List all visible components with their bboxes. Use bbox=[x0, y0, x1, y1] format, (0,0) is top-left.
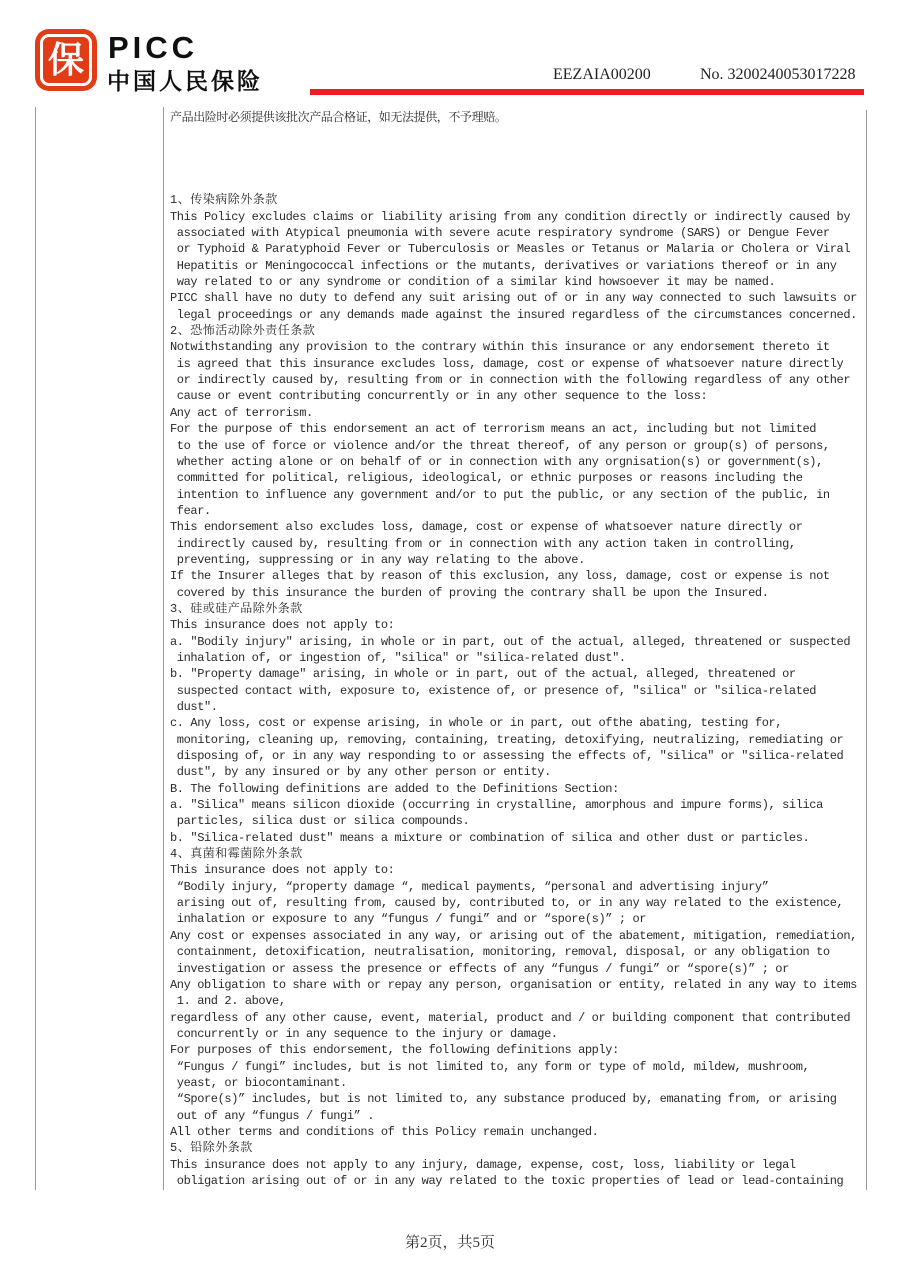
text-line: containment, detoxification, neutralisation, monitoring, removal, disposal, or any obligation to bbox=[170, 945, 830, 960]
text-line: inhalation or exposure to any “fungus / fungi” and or “spore(s)” ; or bbox=[170, 912, 647, 927]
text-line: 1. and 2. above, bbox=[170, 994, 286, 1009]
text-line: Any cost or expenses associated in any way, or arising out of the abatement, mitigation, remediation, bbox=[170, 928, 857, 943]
text-line: monitoring, cleaning up, removing, containing, treating, detoxifying, neutralizing, remediating or bbox=[170, 732, 844, 747]
text-line: legal proceedings or any demands made against the insured regardless of the circumstances concerned. bbox=[170, 307, 857, 322]
text-line: obligation arising out of or in any way related to the toxic properties of lead or lead-containing bbox=[170, 1173, 844, 1188]
text-line: intention to influence any government and/or to put the public, or any section of the public, in bbox=[170, 487, 830, 502]
text-line: or indirectly caused by, resulting from or in connection with the following regardless of any other bbox=[170, 373, 851, 388]
text-column-left-rule bbox=[163, 107, 164, 1190]
text-line: dust". bbox=[170, 700, 218, 714]
text-line: dust", by any insured or by any other person or entity. bbox=[170, 765, 551, 780]
text-line: Hepatitis or Meningococcal infections or the mutants, derivatives or variations thereof or in any bbox=[170, 258, 837, 273]
text-line: This insurance does not apply to: bbox=[170, 618, 395, 633]
text-line: whether acting alone or on behalf of or in connection with any orgnisation(s) or government(s), bbox=[170, 454, 823, 469]
text-line: way related to or any syndrome or condition of a similar kind howsoever it may be named. bbox=[170, 275, 776, 290]
text-line: inhalation of, or ingestion of, "silica" or "silica-related dust". bbox=[170, 650, 626, 665]
section-title: 5、铅除外条款 bbox=[170, 1141, 253, 1156]
text-line: For the purpose of this endorsement an act of terrorism means an act, including but not limited bbox=[170, 422, 817, 437]
text-line: investigation or assess the presence or effects of any “fungus / fungi” or “spore(s)” ; or bbox=[170, 961, 789, 976]
text-line: concurrently or in any sequence to the injury or damage. bbox=[170, 1026, 558, 1041]
text-line: a. "Silica" means silicon dioxide (occurring in crystalline, amorphous and impure forms), silica bbox=[170, 798, 823, 813]
text-line: If the Insurer alleges that by reason of this exclusion, any loss, damage, cost or expense is not bbox=[170, 569, 830, 584]
intro-line: 产品出险时必须提供该批次产品合格证，如无法提供，不予理赔。 bbox=[170, 111, 507, 125]
document-code: EEZAIA00200 bbox=[553, 66, 651, 83]
policy-text-area bbox=[170, 110, 862, 1189]
text-line: b. "Silica-related dust" means a mixture or combination of silica and other dust or particles. bbox=[170, 830, 810, 845]
text-line: a. "Bodily injury" arising, in whole or in part, out of the actual, alleged, threatened or suspected bbox=[170, 634, 851, 649]
text-line: cause or event contributing concurrently or in any other sequence to the loss: bbox=[170, 389, 708, 404]
text-line: yeast, or biocontaminant. bbox=[170, 1075, 347, 1090]
brand-name: PICC bbox=[108, 30, 199, 65]
text-line: preventing, suppressing or in any way relating to the above. bbox=[170, 552, 585, 567]
text-line: suspected contact with, exposure to, existence of, or presence of, "silica" or "silica-related bbox=[170, 683, 817, 698]
text-line: regardless of any other cause, event, material, product and / or building component that contributed bbox=[170, 1010, 851, 1025]
text-line: “Spore(s)” includes, but is not limited to, any substance produced by, emanating from, or arising bbox=[170, 1092, 837, 1107]
text-line: associated with Atypical pneumonia with severe acute respiratory syndrome (SARS) or Dengue Fever bbox=[170, 226, 830, 241]
text-line: particles, silica dust or silica compounds. bbox=[170, 814, 470, 829]
text-line: For purposes of this endorsement, the following definitions apply: bbox=[170, 1043, 619, 1058]
text-line: This insurance does not apply to any injury, damage, expense, cost, loss, liability or legal bbox=[170, 1157, 796, 1172]
section-title: 1、传染病除外条款 bbox=[170, 193, 278, 208]
brand-name-chinese: 中国人民保险 bbox=[107, 68, 263, 94]
text-line: This Policy excludes claims or liability arising from any condition directly or indirectly caused by bbox=[170, 209, 851, 224]
policy-number: No. 3200240053017228 bbox=[700, 66, 856, 83]
text-line: This endorsement also excludes loss, damage, cost or expense of whatsoever nature directly or bbox=[170, 520, 803, 535]
text-line: arising out of, resulting from, caused by, contributed to, or in any way related to the existence, bbox=[170, 896, 844, 911]
picc-seal-logo-icon bbox=[35, 29, 97, 91]
section-title: 3、硅或硅产品除外条款 bbox=[170, 601, 303, 616]
text-line: Notwithstanding any provision to the contrary within this insurance or any endorsement thereto it bbox=[170, 340, 830, 355]
left-margin-rule bbox=[35, 107, 36, 1190]
text-line: All other terms and conditions of this Policy remain unchanged. bbox=[170, 1124, 599, 1139]
text-line: Any act of terrorism. bbox=[170, 405, 313, 420]
page-number: 第2页，共5页 bbox=[404, 1235, 495, 1251]
text-line: c. Any loss, cost or expense arising, in whole or in part, out ofthe abating, testing for, bbox=[170, 716, 783, 731]
text-line: out of any “fungus / fungi” . bbox=[170, 1108, 375, 1123]
text-line: is agreed that this insurance excludes loss, damage, cost or expense of whatsoever nature directly bbox=[170, 356, 844, 371]
text-line: indirectly caused by, resulting from or in connection with any action taken in controlling, bbox=[170, 536, 796, 551]
section-title: 2、恐怖活动除外责任条款 bbox=[170, 324, 316, 339]
text-line: “Fungus / fungi” includes, but is not limited to, any form or type of mold, mildew, mushroom, bbox=[170, 1059, 810, 1074]
text-line: fear. bbox=[170, 503, 211, 518]
text-line: B. The following definitions are added to the Definitions Section: bbox=[170, 781, 619, 796]
text-line: PICC shall have no duty to defend any suit arising out of or in any way connected to such lawsuits or bbox=[170, 291, 857, 306]
section-title: 4、真菌和霉菌除外条款 bbox=[170, 847, 303, 862]
text-line: covered by this insurance the burden of proving the contrary shall be upon the Insured. bbox=[170, 585, 769, 600]
text-line: disposing of, or in any way responding to or assessing the effects of, "silica" or "silica-related bbox=[170, 749, 844, 764]
text-line: committed for political, religious, ideological, or ethnic purposes or reasons including the bbox=[170, 471, 803, 486]
text-column-right-rule bbox=[866, 110, 867, 1190]
text-line: This insurance does not apply to: bbox=[170, 863, 395, 878]
picc-seal-character: 保 bbox=[40, 34, 92, 86]
text-line: b. "Property damage" arising, in whole or in part, out of the actual, alleged, threatened or bbox=[170, 667, 796, 682]
policy-sections-container bbox=[170, 192, 862, 1189]
text-line: Any obligation to share with or repay any person, organisation or entity, related in any way to items bbox=[170, 977, 857, 992]
text-line: to the use of force or violence and/or the threat thereof, of any person or group(s) of persons, bbox=[170, 438, 830, 453]
header-red-rule bbox=[310, 89, 864, 95]
text-line: or Typhoid & Paratyphoid Fever or Tuberculosis or Measles or Tetanus or Malaria or Cholera or Viral bbox=[170, 242, 851, 257]
text-line: “Bodily injury, “property damage “, medical payments, “personal and advertising injury” bbox=[170, 879, 769, 894]
